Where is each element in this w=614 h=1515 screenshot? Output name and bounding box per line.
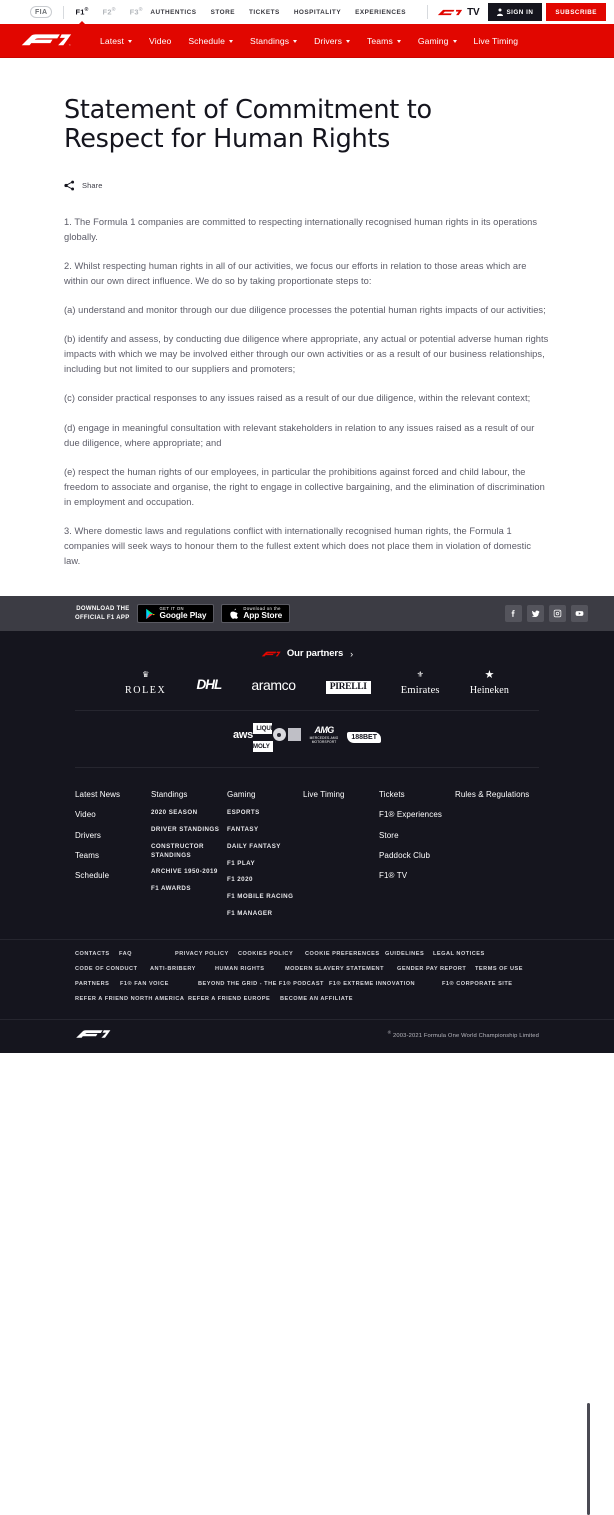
copyright-strip <box>0 1020 614 1053</box>
registered-mark: ® <box>138 7 143 14</box>
chevron-down-icon <box>397 40 401 43</box>
nav-item-label: Video <box>149 35 172 46</box>
nav-item-label: Live Timing <box>473 35 519 46</box>
series-tab-f2[interactable] <box>103 7 116 17</box>
legal-link-guidelines[interactable]: GUIDELINES <box>385 950 425 957</box>
column-heading[interactable]: Live Timing <box>303 789 345 799</box>
footer-column-standings <box>151 790 227 927</box>
fia-logo[interactable]: FIA <box>30 6 52 18</box>
facebook-button[interactable] <box>505 605 522 622</box>
copyright-body: 2003-2021 Formula One World Championship Limited <box>391 1032 539 1039</box>
legal-link-code-of-conduct[interactable]: CODE OF CONDUCT <box>75 965 138 972</box>
utility-link-hospitality[interactable]: HOSPITALITY <box>293 8 342 16</box>
legal-link-anti-bribery[interactable]: ANTI-BRIBERY <box>150 965 196 972</box>
footer-link-f1-experiences[interactable]: F1® Experiences <box>379 810 442 820</box>
f1-logo-icon <box>437 8 463 17</box>
partner-label: ROLEX <box>125 684 167 696</box>
divider <box>63 6 64 19</box>
footer-link-daily-fantasy[interactable]: DAILY FANTASY <box>227 842 281 850</box>
nav-item-label: Teams <box>367 35 393 46</box>
series-tab-f2-label: F2 <box>102 7 112 17</box>
footer-column-rules-regulations <box>455 790 539 927</box>
partner-logo-heineken[interactable] <box>469 669 509 698</box>
f1-tv-link[interactable] <box>437 7 479 18</box>
paragraph-b: (b) identify and assess, by conducting due diligence where appropriate, any actual or potential adverse human rights impacts with which we may be involved either through our own activities or as a result of our business relationships, including but not limited to our suppliers and promoters; <box>64 334 549 375</box>
legal-link-legal-notices[interactable]: LEGAL NOTICES <box>433 950 485 957</box>
footer-link-driver-standings[interactable]: DRIVER STANDINGS <box>151 826 220 834</box>
nav-item-drivers[interactable] <box>314 36 350 46</box>
divider <box>427 5 428 19</box>
legal-link-terms-of-use[interactable]: TERMS OF USE <box>475 965 523 972</box>
partner-logo-aramco[interactable]: aramco <box>251 676 296 693</box>
f1-footer-logo-icon[interactable] <box>75 1030 111 1039</box>
partner-label: Emirates <box>400 684 440 696</box>
column-heading[interactable]: Latest News <box>75 789 121 799</box>
footer-column-gaming <box>227 790 303 927</box>
footer-link-teams[interactable]: Teams <box>75 850 100 860</box>
paragraph-c: (c) consider practical responses to any issues raised as a result of our due diligence, within the relevant context; <box>64 393 531 404</box>
app-download-line2: OFFICIAL F1 APP <box>75 614 130 621</box>
crypto-wordmark-icon <box>288 728 301 741</box>
partner-logo-188bet[interactable] <box>347 726 381 744</box>
share-button[interactable] <box>64 180 550 191</box>
nav-item-label: Gaming <box>417 35 449 46</box>
partner-label: AMG <box>314 725 334 736</box>
nav-item-label: Latest <box>100 35 125 46</box>
f1-tv-label: TV <box>467 6 480 18</box>
copyright-symbol: ® <box>387 1029 392 1035</box>
nav-item-label: Schedule <box>188 35 225 46</box>
footer <box>0 596 614 1053</box>
sign-in-label: SIGN IN <box>506 8 534 16</box>
sign-in-button[interactable] <box>488 3 542 21</box>
page-title: Statement of Commitment to Respect for Human Rights <box>64 95 432 154</box>
paragraph-a: (a) understand and monitor through our due diligence processes the potential human rights impacts of our activities; <box>64 305 546 316</box>
footer-link-f1-mobile-racing[interactable]: F1 MOBILE RACING <box>227 893 294 901</box>
main-navigation <box>0 24 614 58</box>
column-heading[interactable]: Gaming <box>227 789 256 799</box>
partner-row-primary <box>75 659 539 711</box>
app-store-text <box>243 607 282 621</box>
app-store-button[interactable] <box>221 604 290 623</box>
google-play-button[interactable] <box>137 604 215 623</box>
series-tab-f3-label: F3 <box>129 7 139 17</box>
nav-item-live-timing[interactable] <box>474 36 519 46</box>
paragraph-3: 3. Where domestic laws and regulations conflict with internationally recognised human rights, the Formula 1 companies will seek ways to honour them to the fullest extent which does not place them in violation of domestic law. <box>64 525 532 566</box>
nav-item-latest[interactable] <box>100 36 132 46</box>
legal-link-refer-friend-europe[interactable]: REFER A FRIEND EUROPE <box>188 995 271 1002</box>
legal-link-refer-friend-north-america[interactable]: REFER A FRIEND NORTH AMERICA <box>75 995 185 1002</box>
google-play-small: GET IT ON <box>159 605 184 611</box>
registered-mark: ® <box>111 7 116 14</box>
footer-link-f1-manager[interactable]: F1 MANAGER <box>227 910 273 918</box>
partner-sublabel: MERCEDES-AMG MOTORSPORT <box>309 736 339 745</box>
article-body <box>64 215 549 569</box>
our-partners-title: Our partners <box>286 648 344 659</box>
partner-logo-crypto-com[interactable] <box>273 728 301 741</box>
paragraph-2: 2. Whilst respecting human rights in all of our activities, we focus our efforts in relation to those areas which are within our own direct influence. We do so by taking proportionate steps to: <box>64 261 527 287</box>
series-tab-f1-label: F1 <box>75 7 85 17</box>
footer-link-2020-season[interactable]: 2020 SEASON <box>151 809 198 817</box>
footer-link-f1-awards[interactable]: F1 AWARDS <box>151 885 191 893</box>
legal-row-3 <box>75 981 539 996</box>
series-tab-f3[interactable] <box>130 7 143 17</box>
twitter-icon <box>531 609 540 618</box>
legal-link-cookies-policy[interactable]: COOKIES POLICY <box>238 950 294 957</box>
utility-link-tickets[interactable]: TICKETS <box>248 8 280 16</box>
star-icon: ★ <box>484 669 495 681</box>
subscribe-button[interactable] <box>546 3 606 21</box>
legal-link-privacy-policy[interactable]: PRIVACY POLICY <box>175 950 229 957</box>
partner-logo-dhl[interactable]: DHL <box>196 677 222 693</box>
f1-logo-icon <box>261 649 281 659</box>
nav-item-gaming[interactable] <box>418 36 457 46</box>
legal-link-become-an-affiliate[interactable]: BECOME AN AFFILIATE <box>280 995 353 1002</box>
subscribe-label: SUBSCRIBE <box>555 8 597 16</box>
chevron-down-icon <box>293 40 297 43</box>
google-play-text <box>160 607 207 621</box>
legal-link-faq[interactable]: FAQ <box>119 950 132 957</box>
our-partners-link[interactable] <box>0 631 614 659</box>
utility-bar-right <box>150 3 606 21</box>
footer-link-paddock-club[interactable]: Paddock Club <box>379 850 431 860</box>
footer-link-archive[interactable]: ARCHIVE 1950-2019 <box>151 868 218 876</box>
nav-item-label: Drivers <box>314 35 343 46</box>
share-icon <box>64 180 75 191</box>
utility-link-authentics[interactable]: AUTHENTICS <box>150 8 197 16</box>
footer-link-drivers[interactable]: Drivers <box>75 830 102 840</box>
apple-icon <box>229 608 239 620</box>
legal-link-fan-voice[interactable]: F1® FAN VOICE <box>120 980 169 987</box>
paragraph-1: 1. The Formula 1 companies are committed to respecting internationally recognised human rights in its operations globally. <box>64 217 538 243</box>
app-store-big: App Store <box>243 610 283 621</box>
chevron-down-icon <box>229 40 233 43</box>
utility-link-experiences[interactable]: EXPERIENCES <box>355 8 407 16</box>
series-tab-f1[interactable] <box>75 7 88 17</box>
youtube-button[interactable] <box>571 605 588 622</box>
partner-label: PIRELLI <box>326 681 371 694</box>
legal-link-corporate-site[interactable]: F1® CORPORATE SITE <box>442 980 513 987</box>
partner-logo-liqui-moly[interactable] <box>253 717 273 753</box>
utility-bar <box>0 0 614 24</box>
footer-scrollbar[interactable] <box>587 1403 590 1515</box>
footer-dark-section <box>0 631 614 1053</box>
legal-row-1 <box>75 951 539 966</box>
footer-link-schedule[interactable]: Schedule <box>75 871 110 881</box>
nav-item-teams[interactable] <box>367 36 401 46</box>
share-label: Share <box>82 181 103 191</box>
app-download-strip <box>0 596 614 631</box>
partner-row-secondary <box>75 711 539 768</box>
paragraph-d: (d) engage in meaningful consultation with relevant stakeholders in relation to any issues raised as a result of our due diligence, where appropriate; and <box>64 422 535 448</box>
column-heading[interactable]: Tickets <box>379 789 405 799</box>
legal-link-contacts[interactable]: CONTACTS <box>75 950 110 957</box>
legal-row-2 <box>75 966 539 981</box>
footer-link-columns <box>0 768 614 940</box>
column-heading[interactable]: Standings <box>151 789 188 799</box>
facebook-icon <box>509 609 518 618</box>
copyright-text <box>388 1030 539 1039</box>
footer-column-latest-news <box>75 790 151 927</box>
legal-link-partners[interactable]: PARTNERS <box>75 980 110 987</box>
crypto-disc-icon <box>273 728 286 741</box>
instagram-button[interactable] <box>549 605 566 622</box>
legal-link-extreme-innovation[interactable]: F1® EXTREME INNOVATION <box>329 980 416 987</box>
crown-icon: ♛ <box>142 670 150 680</box>
emirates-mark-icon: ⚜ <box>416 670 424 680</box>
footer-link-constructor-standings[interactable]: CONSTRUCTOR STANDINGS <box>151 842 204 859</box>
chevron-right-icon: › <box>350 648 354 659</box>
nav-item-schedule[interactable] <box>188 36 233 46</box>
partner-logo-rolex[interactable] <box>125 672 166 697</box>
column-heading[interactable]: Rules & Regulations <box>455 789 530 799</box>
app-download-text <box>75 605 130 622</box>
person-icon <box>497 8 503 16</box>
utility-links <box>150 9 406 16</box>
f1-home-logo-icon[interactable] <box>20 34 72 47</box>
partner-logo-aws[interactable]: aws <box>233 728 253 741</box>
footer-link-store[interactable]: Store <box>379 830 399 840</box>
nav-item-standings[interactable] <box>250 36 297 46</box>
nav-item-video[interactable] <box>149 36 171 46</box>
legal-link-human-rights[interactable]: HUMAN RIGHTS <box>215 965 265 972</box>
chevron-down-icon <box>128 40 132 43</box>
article <box>0 58 614 569</box>
footer-link-f1-tv[interactable]: F1® TV <box>379 871 408 881</box>
chevron-down-icon <box>346 40 350 43</box>
legal-link-gender-pay-report[interactable]: GENDER PAY REPORT <box>397 965 467 972</box>
twitter-button[interactable] <box>527 605 544 622</box>
legal-link-beyond-the-grid[interactable]: BEYOND THE GRID - THE F1® PODCAST <box>198 980 324 987</box>
footer-link-fantasy[interactable]: FANTASY <box>227 826 259 834</box>
partner-logo-pirelli[interactable] <box>326 676 371 694</box>
legal-links-block <box>0 940 614 1020</box>
partner-label: LIQUI MOLY <box>252 724 273 750</box>
paragraph-e: (e) respect the human rights of our employees, in particular the prohibitions against forced and child labour, the freedom to associate and organise, the right to engage in collective bargaining, and the elimination of discrimination in employment and occupation. <box>64 466 545 507</box>
google-play-big: Google Play <box>159 610 207 621</box>
partner-logo-emirates[interactable] <box>401 672 440 697</box>
svg-text:™: ™ <box>68 45 71 48</box>
footer-link-f1-play[interactable]: F1 PLAY <box>227 859 256 867</box>
partner-label: 188BET <box>347 732 381 743</box>
nav-items <box>100 36 518 46</box>
app-store-small: Download on the <box>243 605 281 611</box>
partner-logo-amg[interactable] <box>301 725 348 744</box>
legal-row-4 <box>75 996 539 1011</box>
footer-column-live-timing <box>303 790 379 927</box>
registered-mark: ® <box>84 7 89 14</box>
footer-link-esports[interactable]: ESPORTS <box>227 809 260 817</box>
social-links <box>505 605 588 622</box>
instagram-icon <box>553 609 562 618</box>
youtube-icon <box>575 609 584 618</box>
utility-link-store[interactable]: STORE <box>210 8 235 16</box>
legal-link-modern-slavery-statement[interactable]: MODERN SLAVERY STATEMENT <box>285 965 385 972</box>
footer-column-tickets <box>379 790 455 927</box>
footer-link-f1-2020[interactable]: F1 2020 <box>227 876 253 884</box>
series-tabs <box>75 7 142 17</box>
partner-label: Heineken <box>469 684 509 696</box>
nav-item-label: Standings <box>249 35 290 46</box>
google-play-icon <box>145 608 156 620</box>
footer-link-video[interactable]: Video <box>75 810 96 820</box>
legal-link-cookie-preferences[interactable]: COOKIE PREFERENCES <box>305 950 380 957</box>
chevron-down-icon <box>453 40 457 43</box>
app-download-line1: DOWNLOAD THE <box>76 605 130 612</box>
